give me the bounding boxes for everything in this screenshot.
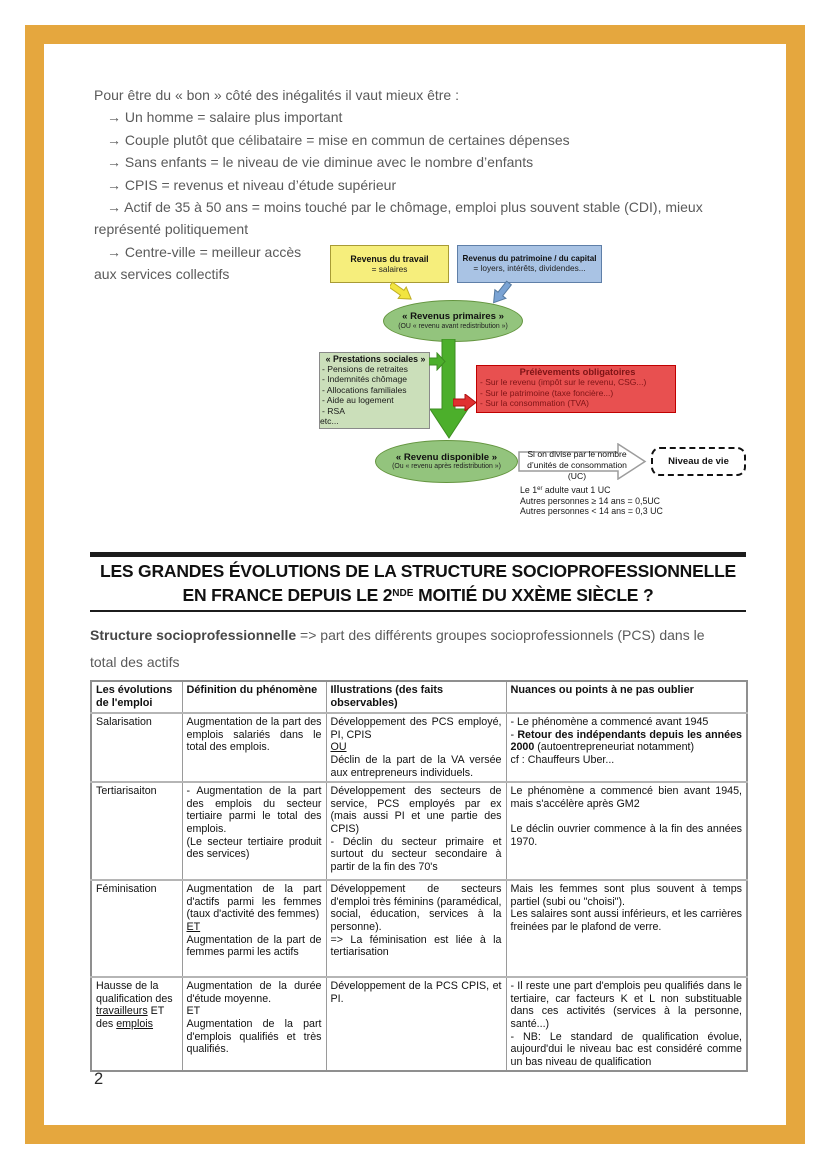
cell-paragraph xyxy=(331,716,502,741)
intro-line: → Sans enfants = le niveau de vie diminue avec le nombre d’enfants xyxy=(107,154,534,171)
cell-paragraph xyxy=(187,883,322,921)
ellipse-title: « Revenu disponible » xyxy=(395,451,498,463)
box-title: Revenus du travail xyxy=(350,253,429,264)
subtitle-text: => part des différents groupes socioprofessionnels (PCS) dans le xyxy=(296,627,705,643)
mandatory-levies-box xyxy=(476,365,676,413)
cell-paragraph xyxy=(187,836,322,861)
cell-paragraph xyxy=(511,785,743,810)
cell-paragraph xyxy=(511,980,743,1030)
section-title-line2 xyxy=(86,583,750,607)
disposable-income-ellipse xyxy=(375,440,518,483)
text-run: Le déclin ouvrier commence à la fin des années 1970. xyxy=(510,822,742,848)
table-header-cell: Les évolutions de l'emploi xyxy=(91,681,182,713)
social-benefits-box xyxy=(319,352,430,429)
intro-line: Pour être du « bon » côté des inégalités il vaut mieux être : xyxy=(94,87,459,103)
list-item: - Sur la consommation (TVA) xyxy=(480,398,589,408)
cell-paragraph xyxy=(511,716,743,729)
yellow-down-arrow-icon xyxy=(390,280,420,304)
table-header-row xyxy=(91,681,747,713)
text-run xyxy=(511,810,514,822)
intro-line: → CPIS = revenus et niveau d’étude supérieur xyxy=(107,176,397,193)
cell-paragraph xyxy=(187,921,322,934)
evolution-table xyxy=(90,680,748,1072)
uc-note-line: Autres personnes ≥ 14 ans = 0,5UC xyxy=(520,495,661,506)
primary-income-ellipse xyxy=(383,300,523,342)
box-title: « Prestations sociales » xyxy=(325,354,426,364)
cell-paragraph xyxy=(511,823,743,848)
text-run: Augmentation de la part d'actifs parmi les femmes (taux d'activité des femmes) xyxy=(186,883,322,921)
text-run: Augmentation de la part de femmes parmi les actifs xyxy=(186,933,322,959)
cell-paragraph xyxy=(511,1031,743,1069)
cell-paragraph xyxy=(511,810,743,823)
box-title: Niveau de vie xyxy=(668,456,729,467)
subtitle-line1 xyxy=(90,622,752,649)
cell-paragraph xyxy=(511,883,743,908)
cell-paragraph xyxy=(511,754,743,767)
intro-line: → Actif de 35 à 50 ans = moins touché par le chômage, emploi plus souvent stable (CDI), mieux xyxy=(107,199,703,216)
cell-paragraph xyxy=(331,980,502,1005)
list-item: - Sur le revenu (impôt sur le revenu, CSG...) xyxy=(480,377,647,387)
heading-bottom-rule xyxy=(90,610,746,612)
text-run: ET des xyxy=(96,1005,165,1030)
table-cell xyxy=(326,880,506,977)
uc-note-line xyxy=(520,484,663,496)
section-subtitle xyxy=(90,622,752,675)
page-number: 2 xyxy=(94,1070,104,1088)
table-cell xyxy=(506,713,747,782)
cell-paragraph xyxy=(187,980,322,1005)
heading-top-rule xyxy=(90,552,746,557)
table-cell xyxy=(91,713,182,782)
division-arrow-line: Si on divise par le nombre xyxy=(527,449,627,459)
table-header-cell: Nuances ou points à ne pas oublier xyxy=(506,681,747,713)
box-subtitle: = loyers, intérêts, dividendes... xyxy=(473,263,586,274)
cell-paragraph xyxy=(331,785,502,835)
text-run: - Le phénomène a commencé avant 1945 xyxy=(510,716,709,729)
subtitle-bold-text: Structure socioprofessionnelle xyxy=(90,627,297,643)
table-cell xyxy=(182,880,326,977)
list-item: - RSA xyxy=(322,405,345,416)
text-run: OU xyxy=(330,741,347,754)
section-title xyxy=(86,561,750,606)
table-cell xyxy=(506,880,747,977)
table-cell xyxy=(182,782,326,880)
cell-paragraph xyxy=(331,883,502,933)
text-run: - Déclin du secteur primaire et surtout du secteur secondaire à partir de la fin des 70's xyxy=(330,835,502,873)
uc-sup: er xyxy=(537,486,543,492)
text-run: Développement de secteurs d'emploi très féminins (paramédical, social, éducation, services à la personne). xyxy=(330,883,502,933)
table-cell xyxy=(91,977,182,1071)
cell-paragraph xyxy=(187,1018,322,1056)
table-cell xyxy=(326,782,506,880)
text-run: - Augmentation de la part des emplois du secteur tertiaire parmi le total des emplois. xyxy=(186,785,322,835)
table-row xyxy=(91,782,747,880)
capital-income-box xyxy=(457,245,602,283)
list-item: - Pensions de retraites xyxy=(322,364,408,374)
table-header-cell: Illustrations (des faits observables) xyxy=(326,681,506,713)
consumption-units-note xyxy=(520,484,663,517)
text-run: Augmentation de la part d'emplois qualifiés et très qualifiés. xyxy=(186,1017,322,1056)
box-title: Prélèvements obligatoires xyxy=(519,367,636,377)
standard-of-living-box xyxy=(651,447,746,476)
table-row xyxy=(91,880,747,977)
table-cell xyxy=(326,977,506,1071)
subtitle-line2: total des actifs xyxy=(90,653,180,670)
text-run: Hausse de la qualification des xyxy=(96,980,173,1005)
table-cell xyxy=(506,782,747,880)
text-run: - Il reste une part d'emplois peu qualifiés dans le tertiaire, car facteurs K et L non substituable dans ces activités (services à la personne, santé...) xyxy=(510,980,742,1030)
list-item: - Sur le patrimoine (taxe foncière...) xyxy=(480,387,614,398)
text-run: (Le secteur tertiaire produit des services) xyxy=(186,835,322,861)
intro-line: représenté politiquement xyxy=(94,221,249,238)
box-subtitle: = salaires xyxy=(371,263,408,274)
cell-paragraph xyxy=(331,754,502,779)
text-run: - xyxy=(510,728,518,741)
text-run: Salarisation xyxy=(96,716,152,729)
cell-paragraph xyxy=(331,934,502,959)
intro-line: → Un homme = salaire plus important xyxy=(107,109,343,126)
list-item: etc... xyxy=(320,416,339,427)
text-run: Développement des secteurs de service, PCS employés par ex (mais aussi PI et une partie des CPIS) xyxy=(330,785,502,835)
uc-text: adulte vaut 1 UC xyxy=(542,485,611,495)
table-cell xyxy=(182,713,326,782)
cell-paragraph xyxy=(511,908,743,933)
intro-line: → Couple plutôt que célibataire = mise en commun de certaines dépenses xyxy=(107,131,570,148)
text-run: ET xyxy=(186,920,201,933)
title-text: MOITIÉ DU XXÈME SIÈCLE ? xyxy=(413,584,654,605)
cell-paragraph xyxy=(331,836,502,874)
title-superscript: NDE xyxy=(392,587,414,599)
text-run: cf : Chauffeurs Uber... xyxy=(510,753,615,766)
cell-paragraph xyxy=(187,716,322,754)
cell-paragraph xyxy=(331,741,502,754)
table-cell xyxy=(182,977,326,1071)
text-run: Mais les femmes sont plus souvent à temps partiel (subi ou "choisi"). xyxy=(510,883,742,908)
text-run: Développement de la PCS CPIS, et PI. xyxy=(330,980,502,1005)
cell-paragraph xyxy=(187,934,322,959)
income-flow-diagram xyxy=(310,243,752,528)
ellipse-subtitle: (OU « revenu avant redistribution ») xyxy=(398,322,508,330)
cell-paragraph xyxy=(96,785,178,798)
table-header-cell: Définition du phénomène xyxy=(182,681,326,713)
uc-text: Le 1 xyxy=(520,485,538,495)
text-run: emplois xyxy=(116,1017,154,1030)
ellipse-title: « Revenus primaires » xyxy=(402,311,504,323)
text-run: Le phénomène a commencé bien avant 1945, mais s'accélère après GM2 xyxy=(510,785,742,810)
list-item: - Indemnités chômage xyxy=(322,374,408,385)
division-arrow-line: d’unités de consommation (UC) xyxy=(527,460,627,481)
text-run: Retour des indépendants depuis les années 2000 xyxy=(510,728,742,754)
uc-note-line: Autres personnes < 14 ans = 0,3 UC xyxy=(520,506,663,517)
text-run: Développement des PCS employé, PI, CPIS xyxy=(330,716,502,741)
section-title-line1: LES GRANDES ÉVOLUTIONS DE LA STRUCTURE SOCIOPROFESSIONNELLE xyxy=(99,561,737,581)
table-cell xyxy=(91,782,182,880)
cell-paragraph xyxy=(511,729,743,754)
text-run: Augmentation de la part des emplois salariés dans le total des emplois. xyxy=(186,716,322,754)
division-arrow-text xyxy=(520,449,634,482)
list-item: - Aide au logement xyxy=(322,395,394,406)
text-run: travailleurs xyxy=(96,1005,148,1018)
cell-paragraph xyxy=(187,785,322,835)
table-cell xyxy=(326,713,506,782)
text-run: Tertiarisaiton xyxy=(96,785,157,798)
cell-paragraph xyxy=(96,883,178,896)
text-run: Augmentation de la durée d'étude moyenne. xyxy=(186,980,322,1005)
table-cell xyxy=(91,880,182,977)
intro-line: → Centre-ville = meilleur accès xyxy=(107,243,302,260)
cell-paragraph xyxy=(96,716,178,729)
table-row xyxy=(91,977,747,1071)
text-run: Féminisation xyxy=(96,883,157,896)
text-run: Les salaires sont aussi inférieurs, et les carrières freinées par le plafond de verre. xyxy=(510,908,742,933)
text-run: ET xyxy=(186,1005,201,1018)
text-run: (autoentrepreneuriat notamment) xyxy=(534,741,695,754)
small-green-right-arrow-icon xyxy=(429,352,446,371)
cell-paragraph xyxy=(187,1005,322,1018)
list-item: - Allocations familiales xyxy=(322,384,407,395)
labour-income-box xyxy=(330,245,449,283)
table-row xyxy=(91,713,747,782)
intro-line: aux services collectifs xyxy=(94,266,230,283)
text-run: - NB: Le standard de qualification évolue, aujourd'dui le niveau bac est considéré comme un bas niveau de qualification xyxy=(510,1030,742,1068)
box-title: Revenus du patrimoine / du capital xyxy=(462,253,597,263)
table-cell xyxy=(506,977,747,1071)
red-right-arrow-icon xyxy=(453,394,477,411)
cell-paragraph xyxy=(96,980,178,1030)
division-block-arrow xyxy=(518,443,647,480)
text-run: Déclin de la part de la VA versée aux entrepreneurs individuels. xyxy=(330,753,502,779)
ellipse-subtitle: (Ou « revenu après redistribution ») xyxy=(392,463,501,471)
title-text: EN FRANCE DEPUIS LE 2 xyxy=(182,584,393,605)
text-run: => La féminisation est liée à la tertiarisation xyxy=(330,933,502,959)
